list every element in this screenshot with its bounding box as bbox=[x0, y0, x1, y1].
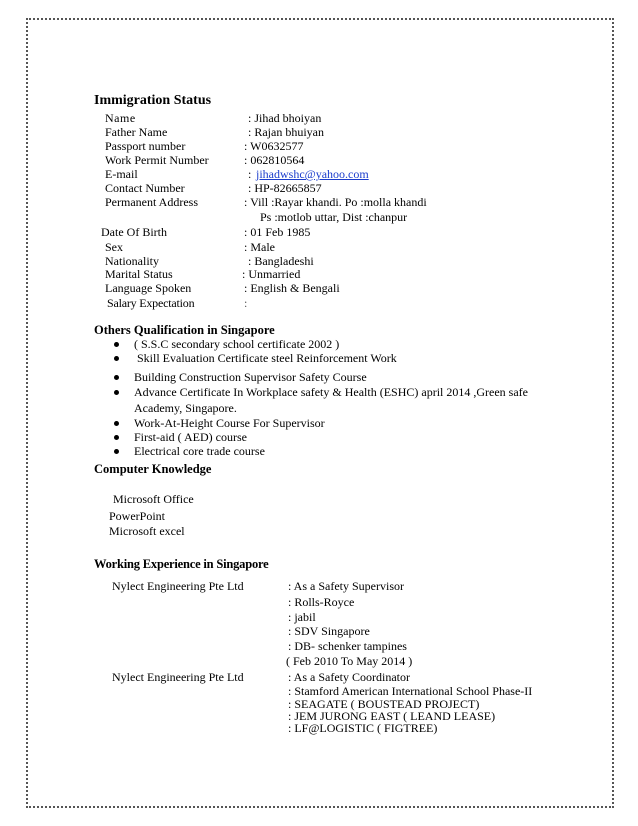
email-colon: : bbox=[248, 167, 252, 181]
father-name-value: : Rajan bhuiyan bbox=[248, 125, 324, 139]
passport-value: : W0632577 bbox=[244, 139, 304, 153]
salary-label: Salary Expectation bbox=[107, 296, 195, 310]
address-label: Permanent Address bbox=[105, 195, 198, 209]
bullet-icon bbox=[114, 375, 119, 380]
qualification-item-continued: Academy, Singapore. bbox=[134, 401, 237, 415]
computer-item: Microsoft excel bbox=[109, 524, 185, 538]
dob-value: : 01 Feb 1985 bbox=[244, 225, 311, 239]
computer-item: Microsoft Office bbox=[113, 492, 194, 506]
job-line: : Stamford American International School Phase-II bbox=[288, 684, 533, 698]
father-name-label: Father Name bbox=[105, 125, 168, 139]
job-line: : SEAGATE ( BOUSTEAD PROJECT) bbox=[288, 697, 480, 711]
job-dates: ( Feb 2010 To May 2014 ) bbox=[286, 654, 413, 668]
email-link[interactable]: jihadwshc@yahoo.com bbox=[256, 167, 369, 181]
qualification-item: Work-At-Height Course For Supervisor bbox=[134, 416, 325, 430]
qualification-item: Skill Evaluation Certificate steel Reinforcement Work bbox=[137, 351, 397, 365]
experience-heading: Working Experience in Singapore bbox=[94, 557, 269, 571]
bullet-icon bbox=[114, 435, 119, 440]
immigration-heading: Immigration Status bbox=[94, 93, 212, 108]
bullet-icon bbox=[114, 356, 119, 361]
job-line: : JEM JURONG EAST ( LEAND LEASE) bbox=[288, 709, 496, 723]
language-value: : English & Bengali bbox=[244, 281, 340, 295]
qualification-item: First-aid ( AED) course bbox=[134, 430, 247, 444]
job-line: : SDV Singapore bbox=[288, 624, 370, 638]
sex-value: : Male bbox=[244, 240, 275, 254]
qualification-item: Building Construction Supervisor Safety Course bbox=[134, 370, 367, 384]
name-value: : Jihad bhoiyan bbox=[248, 111, 322, 125]
marital-value: : Unmarried bbox=[242, 267, 301, 281]
work-permit-label: Work Permit Number bbox=[105, 153, 209, 167]
nationality-value: : Bangladeshi bbox=[248, 254, 314, 268]
job-line: : jabil bbox=[288, 610, 316, 624]
qualification-item: Advance Certificate In Workplace safety & Health (ESHC) april 2014 ,Green safe bbox=[134, 385, 528, 399]
work-permit-value: : 062810564 bbox=[244, 153, 305, 167]
passport-label: Passport number bbox=[105, 139, 186, 153]
computer-heading: Computer Knowledge bbox=[94, 462, 212, 476]
address-value: : Vill :Rayar khandi. Po :molla khandi bbox=[244, 195, 427, 209]
address-value-line2: Ps :motlob uttar, Dist :chanpur bbox=[260, 210, 408, 224]
job-line: : As a Safety Coordinator bbox=[288, 670, 410, 684]
language-label: Language Spoken bbox=[105, 281, 192, 295]
job-company: Nylect Engineering Pte Ltd bbox=[112, 579, 244, 593]
computer-item: PowerPoint bbox=[109, 509, 166, 523]
job-line: : LF@LOGISTIC ( FIGTREE) bbox=[288, 721, 438, 735]
qualification-item: ( S.S.C secondary school certificate 2002 ) bbox=[134, 337, 340, 351]
job-line: : As a Safety Supervisor bbox=[288, 579, 404, 593]
qualification-heading: Others Qualification in Singapore bbox=[94, 323, 275, 337]
contact-label: Contact Number bbox=[105, 181, 185, 195]
salary-value: : bbox=[244, 296, 248, 310]
bullet-icon bbox=[114, 421, 119, 426]
email-label: E-mail bbox=[105, 167, 138, 181]
marital-label: Marital Status bbox=[105, 267, 173, 281]
job-company: Nylect Engineering Pte Ltd bbox=[112, 670, 244, 684]
bullet-icon bbox=[114, 390, 119, 395]
qualification-item: Electrical core trade course bbox=[134, 444, 265, 458]
dob-label: Date Of Birth bbox=[101, 225, 167, 239]
sex-label: Sex bbox=[105, 240, 123, 254]
contact-value: : HP-82665857 bbox=[248, 181, 322, 195]
name-label: Name bbox=[105, 111, 136, 125]
nationality-label: Nationality bbox=[105, 254, 159, 268]
bullet-icon bbox=[114, 449, 119, 454]
job-line: : DB- schenker tampines bbox=[288, 639, 407, 653]
job-line: : Rolls-Royce bbox=[288, 595, 355, 609]
bullet-icon bbox=[114, 342, 119, 347]
